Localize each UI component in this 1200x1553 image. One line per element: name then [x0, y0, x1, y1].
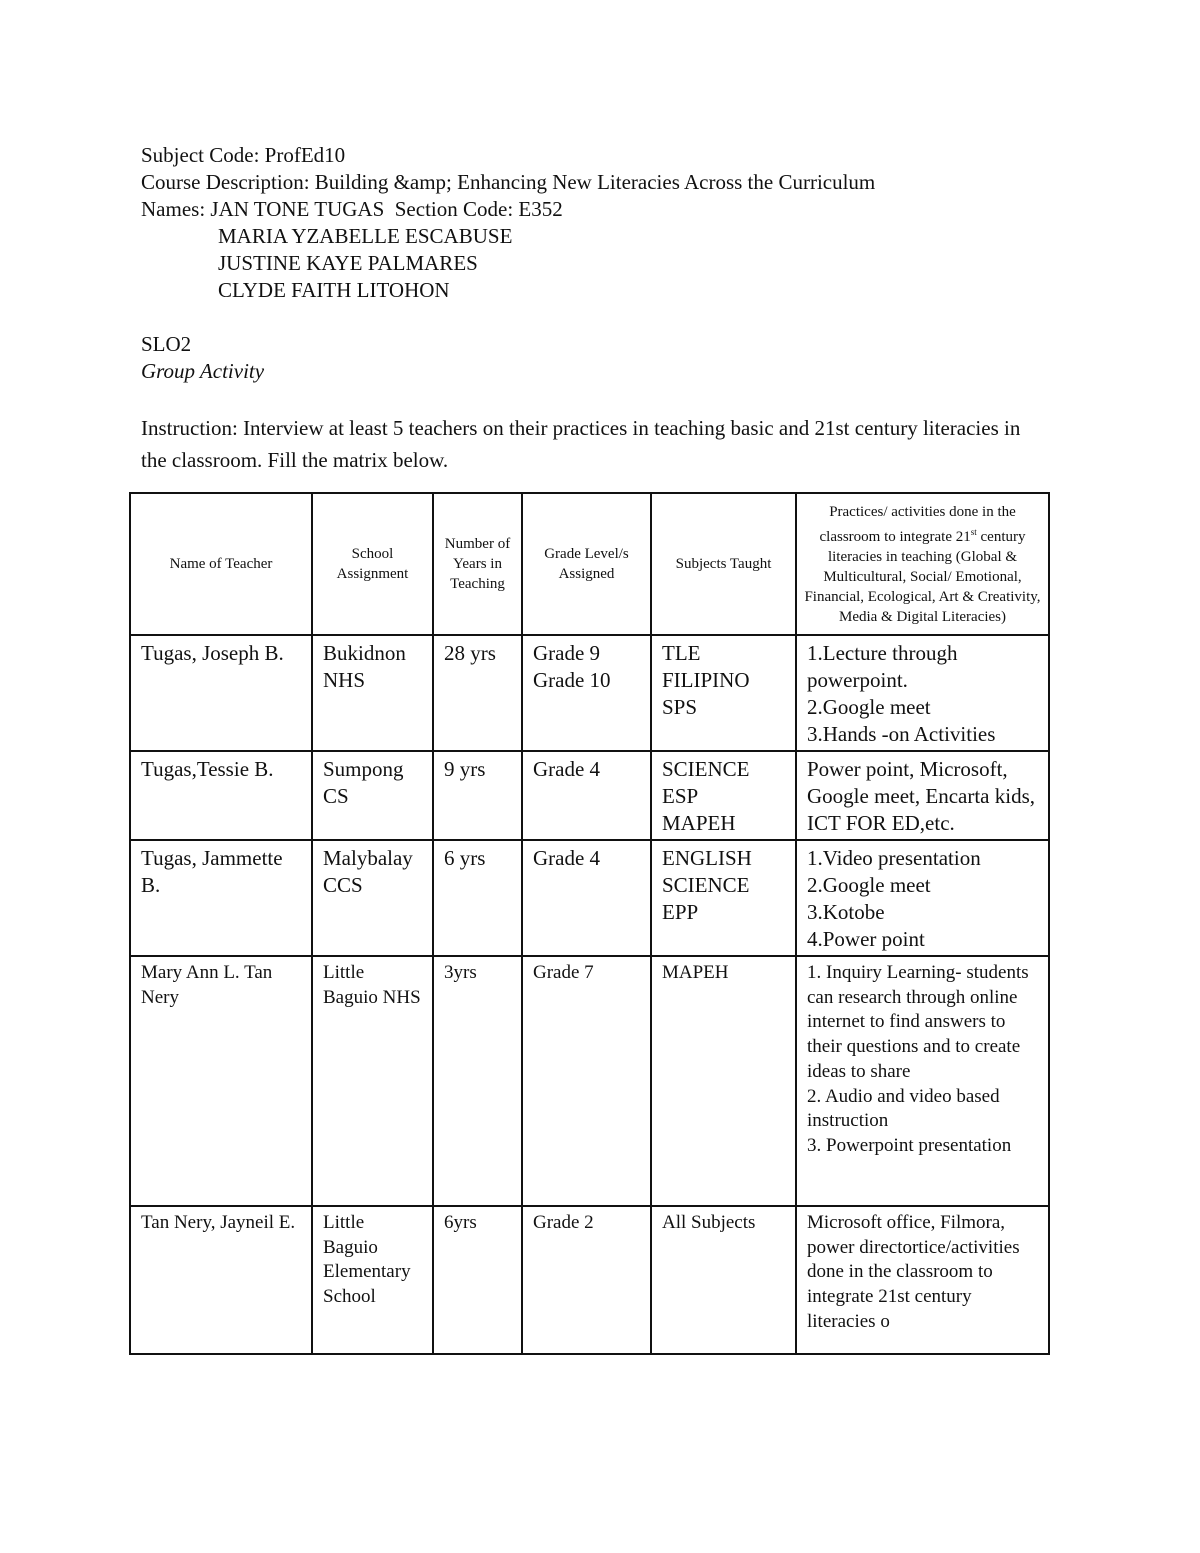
- subject-line: ESP: [662, 784, 699, 808]
- practice-line: Power point, Microsoft, Google meet, Encarta kids, ICT FOR ED,etc.: [807, 757, 1041, 835]
- slo-block: [141, 331, 264, 385]
- cell-school: Bukidnon NHS: [312, 635, 433, 751]
- header-practices-superscript: st: [970, 526, 977, 537]
- subject-line: MAPEH: [662, 962, 729, 983]
- practice-line: 3. Powerpoint presentation: [807, 1134, 1012, 1156]
- subject-code: Subject Code: ProfEd10: [141, 143, 346, 167]
- header-name-of-teacher: Name of Teacher: [130, 493, 312, 635]
- practice-line: 1.Lecture through powerpoint.: [807, 641, 963, 692]
- table-row: [130, 751, 1049, 840]
- practice-line: 1.Video presentation: [807, 846, 981, 870]
- slo-code: SLO2: [141, 332, 192, 356]
- cell-teacher-name: Tan Nery, Jayneil E.: [130, 1206, 312, 1354]
- header-practices: [796, 493, 1049, 635]
- table-header-row: [130, 493, 1049, 635]
- subject-line: TLE: [662, 641, 701, 665]
- subject-line: All Subjects: [662, 1212, 756, 1233]
- subject-line: MAPEH: [662, 811, 736, 835]
- header-practices-text: Practices/ activities done in the classroom to integrate 21: [819, 503, 1016, 545]
- member-name: JUSTINE KAYE PALMARES: [218, 251, 478, 275]
- cell-practices: [796, 751, 1049, 840]
- grade-line: Grade 7: [533, 962, 594, 983]
- cell-practices: [796, 840, 1049, 956]
- teacher-matrix-table: [129, 492, 1050, 1355]
- practice-line: Microsoft office, Filmora, power directortice/activities done in the classroom to integrate 21st century literacies o: [807, 1212, 1025, 1332]
- practice-line: 4.Power point: [807, 927, 925, 951]
- cell-subjects: [651, 956, 796, 1206]
- practice-line: 2. Audio and video based instruction: [807, 1085, 1005, 1132]
- grade-line: Grade 9: [533, 641, 601, 665]
- document-header: [141, 142, 875, 304]
- member-name: MARIA YZABELLE ESCABUSE: [218, 224, 513, 248]
- cell-subjects: [651, 751, 796, 840]
- cell-years: 6 yrs: [433, 840, 522, 956]
- course-description: Course Description: Building &amp; Enhancing New Literacies Across the Curriculum: [141, 170, 876, 194]
- grade-line: Grade 2: [533, 1212, 594, 1233]
- table-row: [130, 1206, 1049, 1354]
- cell-school: Malybalay CCS: [312, 840, 433, 956]
- cell-practices: [796, 956, 1049, 1206]
- subject-line: SCIENCE: [662, 757, 750, 781]
- cell-teacher-name: Tugas,Tessie B.: [130, 751, 312, 840]
- cell-practices: [796, 1206, 1049, 1354]
- cell-years: 6yrs: [433, 1206, 522, 1354]
- practice-line: 3.Hands -on Activities: [807, 722, 996, 746]
- cell-years: 28 yrs: [433, 635, 522, 751]
- cell-years: 3yrs: [433, 956, 522, 1206]
- header-grade-levels: Grade Level/s Assigned: [522, 493, 651, 635]
- practice-line: 3.Kotobe: [807, 900, 885, 924]
- practice-line: 1. Inquiry Learning- students can research through online internet to find answers to their questions and to create ideas to share: [807, 962, 1034, 1082]
- cell-subjects: [651, 840, 796, 956]
- grade-line: Grade 4: [533, 846, 601, 870]
- cell-subjects: [651, 635, 796, 751]
- cell-school: Little Baguio NHS: [312, 956, 433, 1206]
- cell-teacher-name: Tugas, Joseph B.: [130, 635, 312, 751]
- subject-line: SCIENCE: [662, 873, 750, 897]
- cell-grade: [522, 635, 651, 751]
- header-school-assignment: School Assignment: [312, 493, 433, 635]
- table-row: [130, 635, 1049, 751]
- subject-line: FILIPINO: [662, 668, 750, 692]
- cell-practices: [796, 635, 1049, 751]
- grade-line: Grade 10: [533, 668, 611, 692]
- practice-line: 2.Google meet: [807, 695, 931, 719]
- cell-grade: [522, 1206, 651, 1354]
- names-line: Names: JAN TONE TUGAS Section Code: E352: [141, 197, 563, 221]
- subject-line: SPS: [662, 695, 698, 719]
- header-subjects-taught: Subjects Taught: [651, 493, 796, 635]
- cell-teacher-name: Tugas, Jammette B.: [130, 840, 312, 956]
- subject-line: ENGLISH: [662, 846, 752, 870]
- member-name: CLYDE FAITH LITOHON: [218, 278, 450, 302]
- cell-years: 9 yrs: [433, 751, 522, 840]
- cell-teacher-name: Mary Ann L. Tan Nery: [130, 956, 312, 1206]
- practice-line: 2.Google meet: [807, 873, 931, 897]
- cell-grade: [522, 751, 651, 840]
- cell-grade: [522, 956, 651, 1206]
- cell-school: Sumpong CS: [312, 751, 433, 840]
- cell-school: Little Baguio Elementary School: [312, 1206, 433, 1354]
- activity-type: Group Activity: [141, 359, 265, 383]
- header-years-in-teaching: Number of Years in Teaching: [433, 493, 522, 635]
- table-row: [130, 956, 1049, 1206]
- instruction-text: Instruction: Interview at least 5 teachers on their practices in teaching basic and 21st century literacies in the classroom. Fill the matrix below.: [141, 416, 1021, 472]
- cell-grade: [522, 840, 651, 956]
- subject-line: EPP: [662, 900, 699, 924]
- cell-subjects: [651, 1206, 796, 1354]
- table-row: [130, 840, 1049, 956]
- grade-line: Grade 4: [533, 757, 601, 781]
- header-practices-text-cont: century literacies in teaching (Global & Multicultural, Social/ Emotional, Financial, Ecological, Art & Creativity, Media & Digital Literacies): [804, 528, 1041, 625]
